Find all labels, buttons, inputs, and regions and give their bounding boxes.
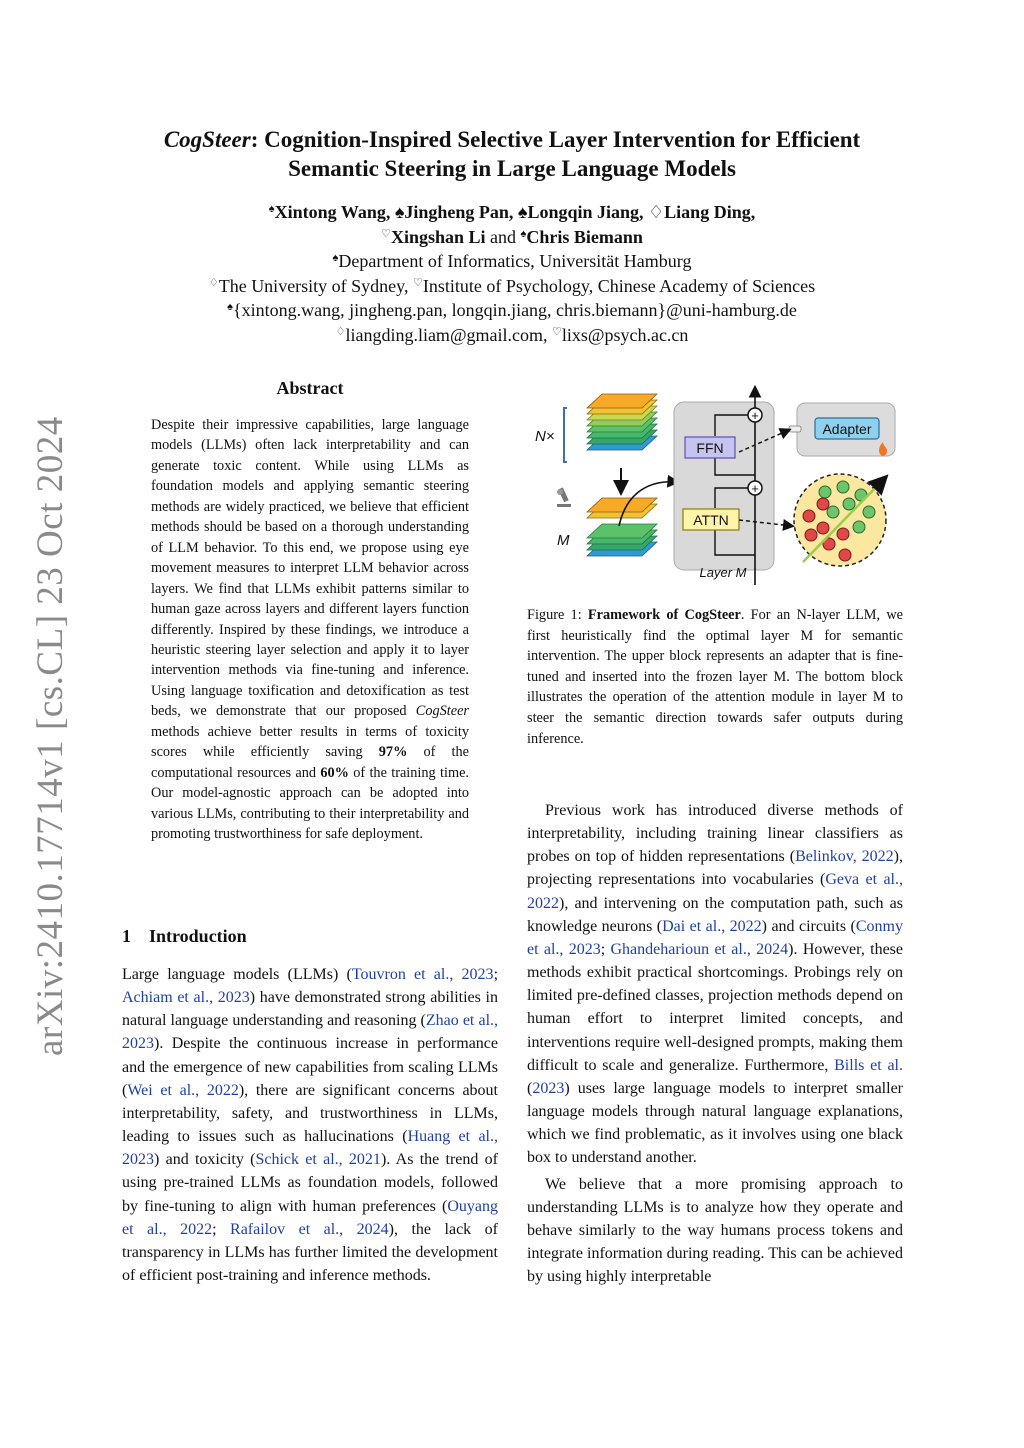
intro-paragraph-1 [122,963,498,1287]
citation-link[interactable]: Wei et al., 2022 [127,1081,239,1099]
intro-paragraph-3: We believe that a more promising approach to understanding LLMs is to analyze how they operate and behave similarly to the way humans process tokens and integrate information during reading. This can be achieved by using highly interpretable [527,1175,903,1286]
layer-stack-top [587,394,657,450]
paragraph-text: ) have demonstrated strong abilities in natural language understanding and reasoning ( [122,989,498,1030]
citation-link[interactable]: Conmy et al., 2023 [527,917,903,958]
paragraph-text: ; [212,1220,231,1238]
arxiv-identifier: arXiv:2410.17714v1 [cs.CL] 23 Oct 2024 [30,416,71,1056]
microscope-icon [557,487,571,507]
paragraph-text: ) uses large language models to interpret smaller language models through natural language explanations, which we find problematic, as it involves using one black box to understand another. [527,1079,903,1167]
heart-icon: ♡ [381,228,391,240]
spade-icon: ♠ [520,228,527,240]
plug-icon [789,426,801,432]
citation-link[interactable]: Bills et al. [834,1056,903,1074]
paragraph-text: ), the lack of transparency in LLMs has further limited the development of efficient post-training and inference methods. [122,1220,498,1285]
citation-link[interactable]: Geva et al., 2022 [527,871,903,912]
attn-label: ATTN [693,512,729,528]
spade-icon: ♠ [332,252,339,264]
layer-m-caption-label: Layer M [699,565,747,580]
paragraph-text: ). Despite the continuous increase in performance and the emergence of new capabilities from scaling LLMs ( [122,1035,498,1099]
paragraph-text: ; [493,966,499,983]
paragraph-text: Large language models (LLMs) ( [122,966,352,983]
diamond-icon: ♢ [335,325,346,338]
spade-icon: ♠ [227,301,233,313]
citation-link[interactable]: Touvron et al., 2023 [351,966,494,983]
citation-link[interactable]: Huang et al., 2023 [122,1128,498,1169]
heart-icon: ♡ [552,325,562,338]
affiliations: ♠Department of Informatics, Universität Hamburg ♢The University of Sydney, ♡Institute of Psychology, Chinese Academy of Sciences ♠{xintong.wang, jingheng.pan, longqin.jiang, chris.biemann}@uni-hamburg.de ♢liangding.liam@gmail.com, ♡lixs@psych.ac.cn [208,251,816,345]
citation-link[interactable]: Dai et al., 2022 [662,917,762,935]
n-times-label: N× [535,428,555,445]
diamond-icon: ♢ [208,276,219,289]
paragraph-text: ) and toxicity ( [154,1151,256,1169]
paragraph-text: ) and circuits ( [761,917,856,935]
figure-1-caption: Figure 1: Framework of CogSteer. For an N-layer LLM, we first heuristically find the optimal layer M for semantic intervention. The upper block represents an adapter that is fine-tuned and inserted into the frozen layer M. The bottom block illustrates the operation of the attention module in layer M to steer the semantic direction towards safer outputs during inference. [527,607,903,747]
layer-m-label: M [557,532,570,549]
paragraph-text: ). However, these methods exhibit practical shortcomings. Probings rely on limited pre-defined classes, projection methods depend on human effort to interpret limited concepts, and interventions require well-designed prompts, making them difficult to scale and generalize. Furthermore, [527,940,904,1074]
citation-link[interactable]: Zhao et al., 2023 [122,1012,499,1053]
svg-text:+: + [751,408,759,423]
intro-left-column [122,963,498,1287]
paper-title: CogSteer: Cognition-Inspired Selective Layer Intervention for Efficient Semantic Steering in Large Language Models [163,127,861,181]
spade-icon: ♠ [268,203,275,215]
paragraph-text: ), projecting representations into vocabularies ( [527,848,903,889]
intro-right-column [527,796,903,1288]
citation-link[interactable]: Achiam et al., 2023 [122,989,250,1007]
layer-stack-m [587,498,657,556]
citation-link[interactable]: Schick et al., 2021 [255,1151,381,1169]
ffn-label: FFN [696,440,724,456]
paragraph-text: Previous work has introduced diverse methods of interpretability, including training linear classifiers as probes on top of hidden representations ( [527,802,903,866]
section-heading: 1 Introduction [122,926,247,946]
abstract-heading: Abstract [276,378,344,398]
paragraph-text: ( [527,1079,533,1097]
paragraph-text: ), and intervening on the computation path, such as knowledge neurons ( [527,894,903,935]
citation-link[interactable]: 2023 [532,1079,565,1097]
citation-link[interactable]: Ghandeharioun et al., 2024 [610,940,789,958]
abstract-text: Despite their impressive capabilities, large language models (LLMs) often lack interpretability and can generate toxic content. While using LLMs as foundation models and applying semantic steering methods are widely practiced, we believe that efficient methods should be based on a thorough understanding of LLM behavior. To this end, we propose using eye movement measures to interpret LLM behavior across layers. We find that LLMs exhibit patterns similar to human gaze across layers and different layers function differently. Inspired by these findings, we introduce a heuristic steering layer selection and apply it to layer intervention methods via fine-tuning and inference. Using language toxification and detoxification as test beds, we demonstrate that our proposed CogSteer methods achieve better results in terms of toxicity scores while efficiently saving 97% of the computational resources and 60% of the training time. Our model-agnostic approach can be adopted into various LLMs, contributing to their interpretability and promoting trustworthiness for safe deployment. [151,417,469,843]
paragraph-text: ; [600,940,611,958]
paragraph-text: ), there are significant concerns about interpretability, safety, and trustworthiness in LLMs, leading to issues such as hallucinations ( [122,1081,498,1146]
paragraph-text: ). As the trend of using pre-trained LLMs as foundation models, followed by fine-tuning to align with human preferences ( [122,1151,499,1215]
svg-text:+: + [751,481,759,496]
citation-link[interactable]: Belinkov, 2022 [795,848,894,866]
citation-link[interactable]: Rafailov et al., 2024 [230,1220,389,1238]
author-list: ♠Xintong Wang, ♠Jingheng Pan, ♠Longqin Jiang, ♢Liang Ding, ♡Xingshan Li and ♠Chris Biemann [268,202,756,247]
stack-bracket [564,408,567,462]
adapter-label: Adapter [822,421,872,437]
title-system-name: CogSteer [163,127,251,152]
citation-link[interactable]: Ouyang et al., 2022 [122,1197,498,1238]
intro-paragraph-2 [527,799,903,1170]
figure-1-diagram [527,380,903,585]
heart-icon: ♡ [413,276,423,289]
